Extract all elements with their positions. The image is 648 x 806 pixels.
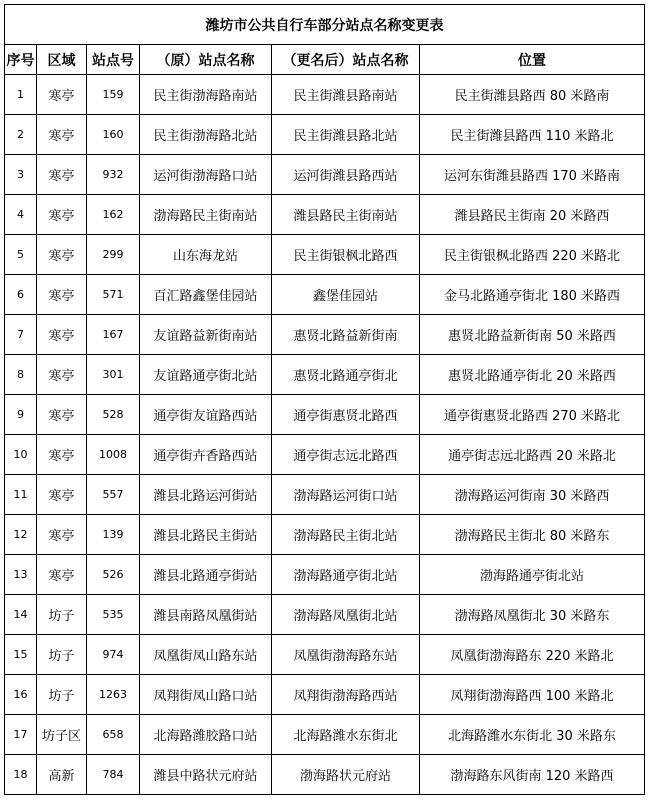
title-row [5,5,645,45]
cell-area: 寒亭 [37,155,87,195]
header-seq: 序号 [5,45,37,75]
cell-station-no: 160 [87,115,140,155]
table-row [5,275,645,315]
table-row [5,115,645,155]
cell-station-no: 526 [87,555,140,595]
cell-old-name: 潍县南路凤凰街站 [140,595,272,635]
table-row [5,595,645,635]
cell-location: 通亭街惠贤北路西 270 米路北 [420,395,645,435]
cell-new-name: 潍县路民主街南站 [272,195,420,235]
cell-area: 坊子 [37,635,87,675]
table-row [5,715,645,755]
table-row [5,195,645,235]
cell-location: 金马北路通亭街北 180 米路西 [420,275,645,315]
cell-area: 寒亭 [37,475,87,515]
cell-location: 渤海路东风街南 120 米路西 [420,755,645,795]
cell-new-name: 民主街潍县路北站 [272,115,420,155]
cell-seq: 15 [5,635,37,675]
cell-new-name: 渤海路民主街北站 [272,515,420,555]
cell-area: 寒亭 [37,355,87,395]
cell-location: 凤翔街渤海路西 100 米路北 [420,675,645,715]
cell-seq: 13 [5,555,37,595]
cell-seq: 5 [5,235,37,275]
cell-seq: 17 [5,715,37,755]
cell-old-name: 凤翔街凤山路口站 [140,675,272,715]
cell-station-no: 301 [87,355,140,395]
cell-old-name: 北海路潍胶路口站 [140,715,272,755]
cell-new-name: 惠贤北路通亭街北 [272,355,420,395]
cell-location: 潍县路民主街南 20 米路西 [420,195,645,235]
cell-location: 通亭街志远北路西 20 米路北 [420,435,645,475]
cell-station-no: 535 [87,595,140,635]
cell-seq: 3 [5,155,37,195]
cell-old-name: 民主街渤海路北站 [140,115,272,155]
cell-old-name: 通亭街友谊路西站 [140,395,272,435]
table-row [5,555,645,595]
table-row [5,395,645,435]
cell-old-name: 友谊路益新街南站 [140,315,272,355]
cell-new-name: 鑫堡佳园站 [272,275,420,315]
cell-area: 寒亭 [37,435,87,475]
cell-area: 寒亭 [37,195,87,235]
cell-old-name: 潍县北路通亭街站 [140,555,272,595]
cell-seq: 11 [5,475,37,515]
cell-new-name: 惠贤北路益新街南 [272,315,420,355]
cell-area: 寒亭 [37,515,87,555]
cell-seq: 12 [5,515,37,555]
cell-seq: 2 [5,115,37,155]
table-row [5,475,645,515]
cell-old-name: 运河街渤海路口站 [140,155,272,195]
cell-area: 寒亭 [37,75,87,115]
cell-station-no: 557 [87,475,140,515]
cell-new-name: 渤海路凤凰街北站 [272,595,420,635]
header-new-name: （更名后）站点名称 [272,45,420,75]
cell-station-no: 299 [87,235,140,275]
cell-new-name: 渤海路状元府站 [272,755,420,795]
cell-area: 寒亭 [37,235,87,275]
header-row [5,45,645,75]
cell-location: 渤海路通亭街北站 [420,555,645,595]
cell-area: 寒亭 [37,115,87,155]
table-row [5,235,645,275]
cell-seq: 9 [5,395,37,435]
cell-location: 惠贤北路益新街南 50 米路西 [420,315,645,355]
cell-area: 坊子区 [37,715,87,755]
cell-location: 渤海路运河街南 30 米路西 [420,475,645,515]
cell-new-name: 通亭街志远北路西 [272,435,420,475]
cell-station-no: 1008 [87,435,140,475]
cell-new-name: 渤海路通亭街北站 [272,555,420,595]
cell-seq: 18 [5,755,37,795]
cell-station-no: 658 [87,715,140,755]
table-row [5,435,645,475]
table-row [5,635,645,675]
cell-station-no: 162 [87,195,140,235]
cell-seq: 6 [5,275,37,315]
cell-old-name: 山东海龙站 [140,235,272,275]
cell-seq: 1 [5,75,37,115]
cell-new-name: 民主街潍县路南站 [272,75,420,115]
cell-station-no: 1263 [87,675,140,715]
table-row [5,155,645,195]
header-station-no: 站点号 [87,45,140,75]
cell-area: 坊子 [37,595,87,635]
cell-station-no: 784 [87,755,140,795]
cell-old-name: 民主街渤海路南站 [140,75,272,115]
table-row [5,675,645,715]
header-location: 位置 [420,45,645,75]
cell-new-name: 渤海路运河街口站 [272,475,420,515]
cell-area: 寒亭 [37,555,87,595]
cell-seq: 8 [5,355,37,395]
cell-new-name: 运河街潍县路西站 [272,155,420,195]
cell-location: 渤海路凤凰街北 30 米路东 [420,595,645,635]
cell-old-name: 通亭街卉香路西站 [140,435,272,475]
cell-station-no: 159 [87,75,140,115]
cell-station-no: 571 [87,275,140,315]
table-row [5,355,645,395]
cell-area: 坊子 [37,675,87,715]
cell-new-name: 北海路潍水东街北 [272,715,420,755]
cell-location: 民主街银枫北路西 220 米路北 [420,235,645,275]
table-row [5,755,645,795]
cell-location: 北海路潍水东街北 30 米路东 [420,715,645,755]
cell-old-name: 百汇路鑫堡佳园站 [140,275,272,315]
cell-location: 民主街潍县路西 110 米路北 [420,115,645,155]
table-row [5,75,645,115]
cell-station-no: 974 [87,635,140,675]
cell-new-name: 民主街银枫北路西 [272,235,420,275]
cell-location: 惠贤北路通亭街北 20 米路西 [420,355,645,395]
header-area: 区域 [37,45,87,75]
cell-old-name: 渤海路民主街南站 [140,195,272,235]
cell-location: 凤凰街渤海路东 220 米路北 [420,635,645,675]
cell-seq: 10 [5,435,37,475]
cell-station-no: 528 [87,395,140,435]
station-rename-table [4,4,645,795]
cell-old-name: 友谊路通亭街北站 [140,355,272,395]
cell-area: 寒亭 [37,315,87,355]
cell-seq: 7 [5,315,37,355]
table-row [5,515,645,555]
cell-new-name: 凤凰街渤海路东站 [272,635,420,675]
header-old-name: （原）站点名称 [140,45,272,75]
cell-old-name: 潍县北路民主街站 [140,515,272,555]
cell-old-name: 潍县北路运河街站 [140,475,272,515]
cell-location: 渤海路民主街北 80 米路东 [420,515,645,555]
cell-station-no: 167 [87,315,140,355]
cell-location: 民主街潍县路西 80 米路南 [420,75,645,115]
table-row [5,315,645,355]
cell-location: 运河东街潍县路西 170 米路南 [420,155,645,195]
cell-new-name: 通亭街惠贤北路西 [272,395,420,435]
cell-area: 高新 [37,755,87,795]
cell-area: 寒亭 [37,275,87,315]
cell-station-no: 139 [87,515,140,555]
cell-seq: 16 [5,675,37,715]
cell-seq: 4 [5,195,37,235]
cell-area: 寒亭 [37,395,87,435]
table-title: 潍坊市公共自行车部分站点名称变更表 [5,5,645,45]
cell-seq: 14 [5,595,37,635]
cell-old-name: 凤凰街凤山路东站 [140,635,272,675]
cell-old-name: 潍县中路状元府站 [140,755,272,795]
cell-station-no: 932 [87,155,140,195]
cell-new-name: 凤翔街渤海路西站 [272,675,420,715]
